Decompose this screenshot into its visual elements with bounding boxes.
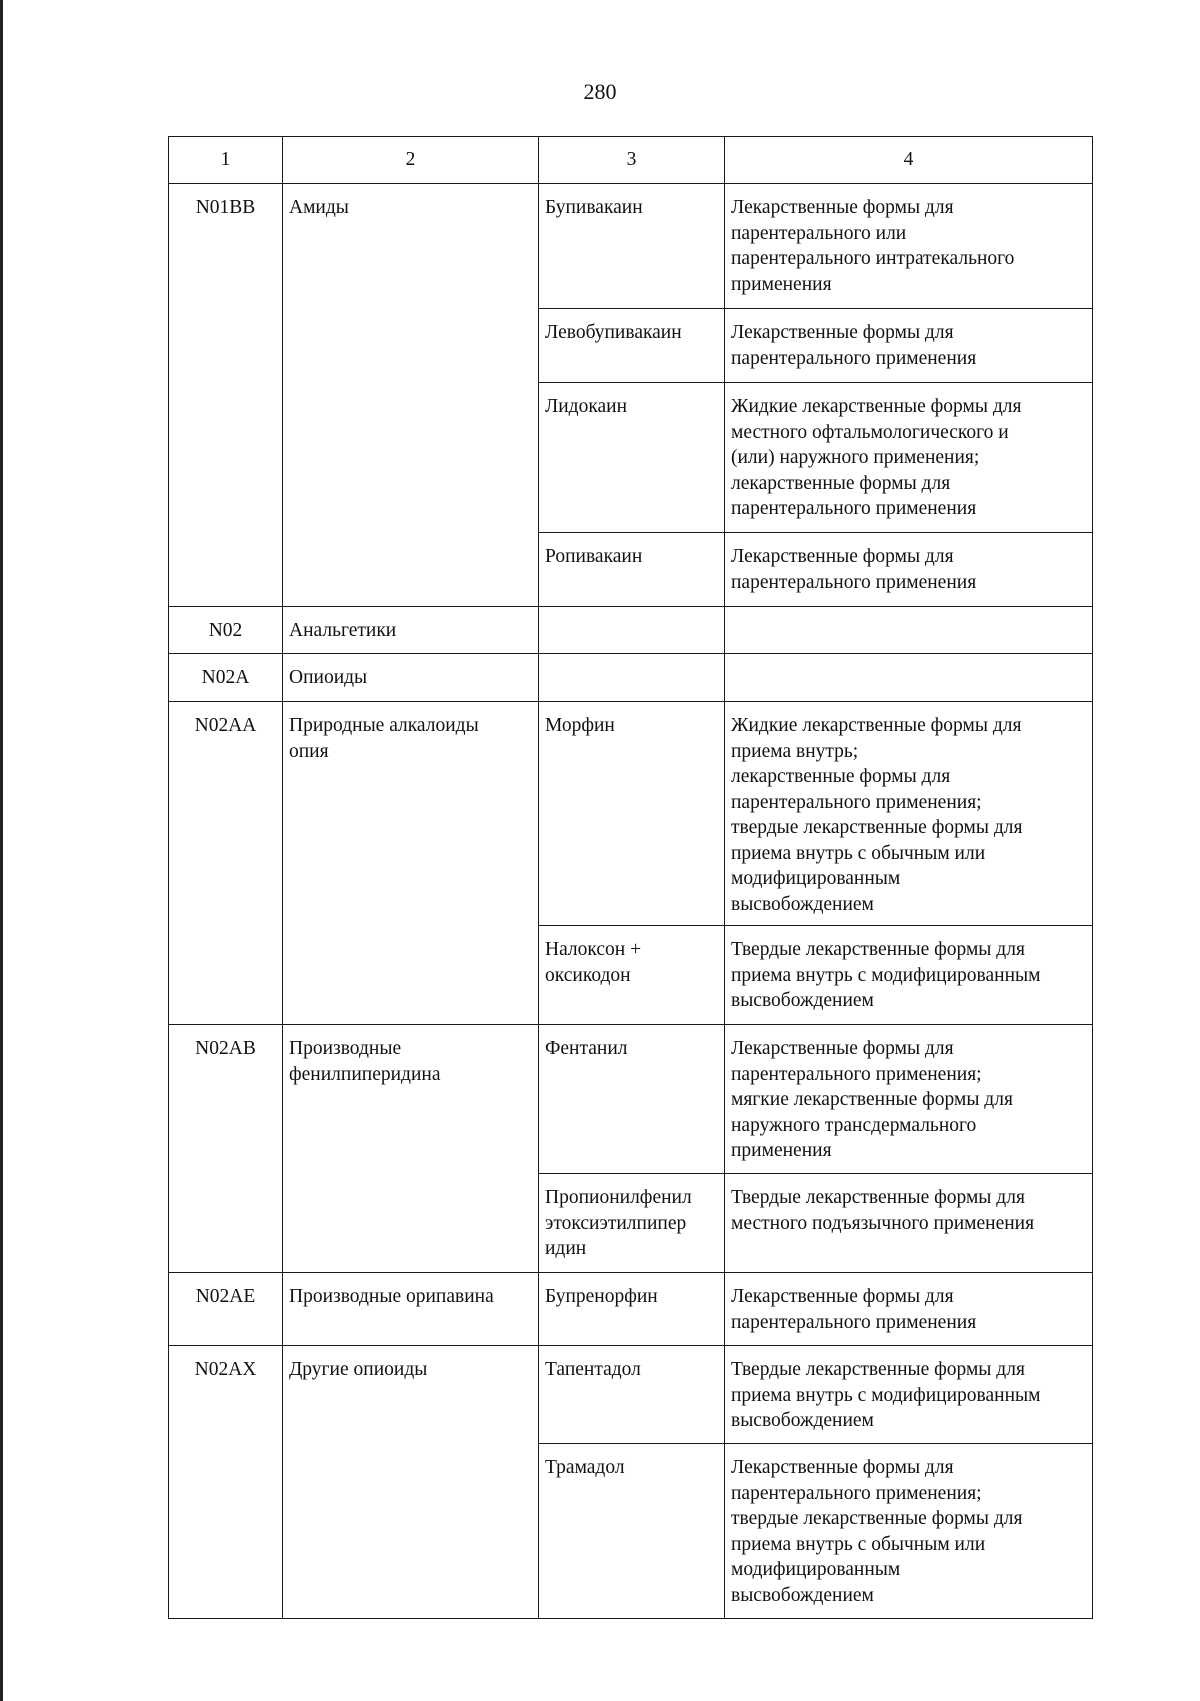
- table-row: [169, 607, 1093, 654]
- table-header-row: [169, 137, 1093, 184]
- header-col-3: 3: [539, 137, 725, 184]
- table-row: [169, 1346, 1093, 1444]
- group-name-cell: Природные алкалоиды опия: [283, 702, 539, 1025]
- group-name-cell: Амиды: [283, 184, 539, 607]
- drug-classification-table: [168, 136, 1093, 1619]
- table-row: [169, 184, 1093, 309]
- group-name-cell: Производные орипавина: [283, 1273, 539, 1346]
- table-row: [169, 702, 1093, 926]
- atc-code-cell: N02AB: [169, 1025, 283, 1273]
- dosage-form-cell: Твердые лекарственные формы для местного подъязычного применения: [725, 1174, 1093, 1273]
- table-row: [169, 654, 1093, 702]
- atc-code-cell: N02AE: [169, 1273, 283, 1346]
- dosage-form-cell: [725, 654, 1093, 702]
- dosage-form-cell: Лекарственные формы для парентерального применения; мягкие лекарственные формы для наружного трансдермального применения: [725, 1025, 1093, 1174]
- atc-code-cell: N02: [169, 607, 283, 654]
- dosage-form-cell: [725, 607, 1093, 654]
- group-name-cell: Производные фенилпиперидина: [283, 1025, 539, 1273]
- header-col-2: 2: [283, 137, 539, 184]
- drug-name-cell: Трамадол: [539, 1444, 725, 1619]
- atc-code-cell: N02AA: [169, 702, 283, 1025]
- drug-name-cell: Лидокаин: [539, 383, 725, 533]
- header-col-4: 4: [725, 137, 1093, 184]
- dosage-form-cell: Лекарственные формы для парентерального или парентерального интратекального применения: [725, 184, 1093, 309]
- dosage-form-cell: Жидкие лекарственные формы для местного офтальмологического и (или) наружного применения; лекарственные формы для парентерального применения: [725, 383, 1093, 533]
- drug-name-cell: [539, 607, 725, 654]
- atc-code-cell: N02A: [169, 654, 283, 702]
- drug-name-cell: Пропионилфенил этоксиэтилпипер идин: [539, 1174, 725, 1273]
- drug-name-cell: Фентанил: [539, 1025, 725, 1174]
- dosage-form-cell: Жидкие лекарственные формы для приема внутрь; лекарственные формы для парентерального применения; твердые лекарственные формы для приема внутрь с обычным или модифицированным высвобождением: [725, 702, 1093, 926]
- drug-name-cell: Бупивакаин: [539, 184, 725, 309]
- drug-name-cell: [539, 654, 725, 702]
- table-row: [169, 1025, 1093, 1174]
- dosage-form-cell: Твердые лекарственные формы для приема внутрь с модифицированным высвобождением: [725, 926, 1093, 1025]
- table-row: [169, 1273, 1093, 1346]
- drug-name-cell: Тапентадол: [539, 1346, 725, 1444]
- header-col-1: 1: [169, 137, 283, 184]
- drug-name-cell: Ропивакаин: [539, 533, 725, 607]
- drug-name-cell: Морфин: [539, 702, 725, 926]
- page-number: 280: [583, 79, 617, 104]
- atc-code-cell: N01BB: [169, 184, 283, 607]
- dosage-form-cell: Твердые лекарственные формы для приема внутрь с модифицированным высвобождением: [725, 1346, 1093, 1444]
- dosage-form-cell: Лекарственные формы для парентерального применения: [725, 309, 1093, 383]
- group-name-cell: Опиоиды: [283, 654, 539, 702]
- atc-code-cell: N02AX: [169, 1346, 283, 1619]
- dosage-form-cell: Лекарственные формы для парентерального применения; твердые лекарственные формы для приема внутрь с обычным или модифицированным высвобождением: [725, 1444, 1093, 1619]
- table-body: [169, 137, 1093, 1619]
- dosage-form-cell: Лекарственные формы для парентерального применения: [725, 533, 1093, 607]
- dosage-form-cell: Лекарственные формы для парентерального применения: [725, 1273, 1093, 1346]
- drug-name-cell: Левобупивакаин: [539, 309, 725, 383]
- group-name-cell: Анальгетики: [283, 607, 539, 654]
- drug-name-cell: Налоксон + оксикодон: [539, 926, 725, 1025]
- drug-name-cell: Бупренорфин: [539, 1273, 725, 1346]
- scan-edge-line: [0, 0, 3, 1701]
- group-name-cell: Другие опиоиды: [283, 1346, 539, 1619]
